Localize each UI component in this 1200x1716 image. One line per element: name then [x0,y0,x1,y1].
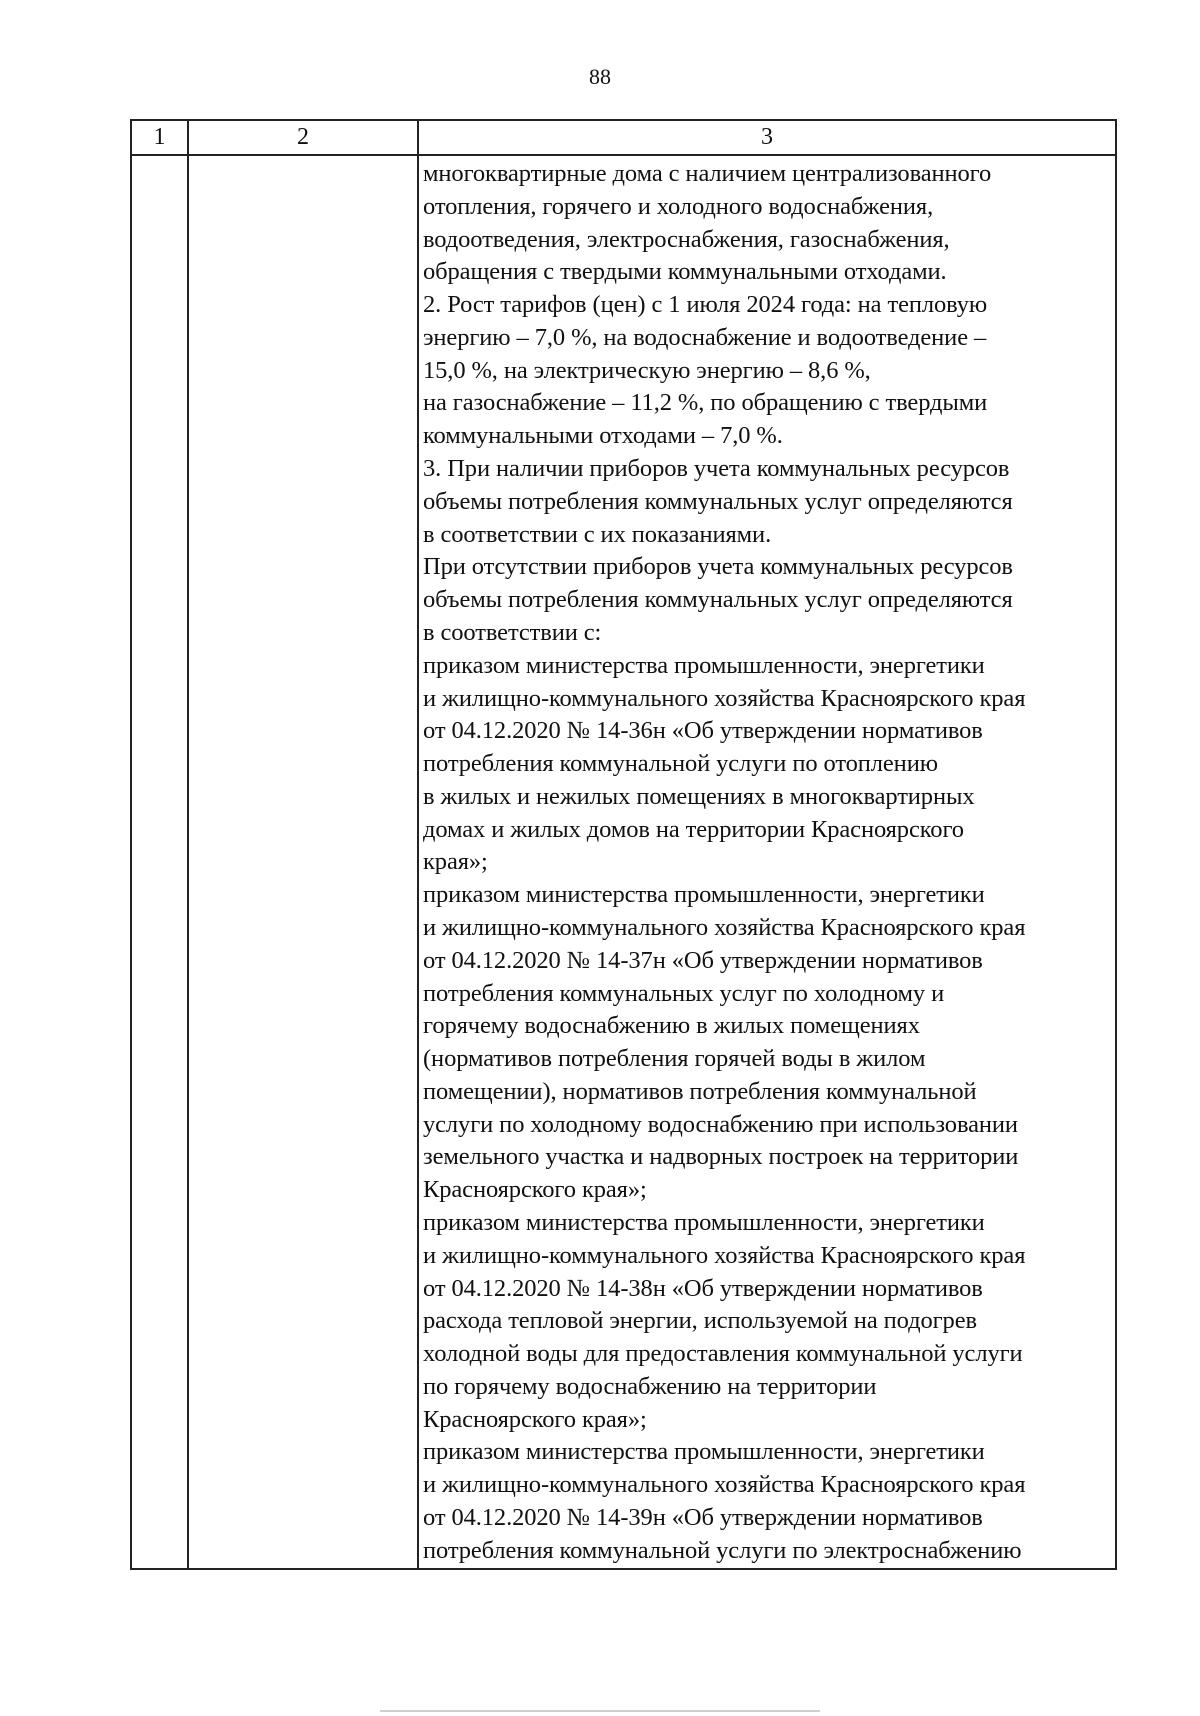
text-line: При отсутствии приборов учета коммунальных ресурсов [423,553,1013,581]
col3-text-block [423,158,1109,1568]
text-line: (нормативов потребления горячей воды в жилом [423,1045,926,1073]
table-cell-col2 [188,155,418,1569]
document-table [130,119,1117,1570]
text-line: в соответствии с их показаниями. [423,520,772,548]
text-line: 2. Рост тарифов (цен) с 1 июля 2024 года: на тепловую [423,291,988,319]
text-line: края»; [423,848,488,876]
text-line: приказом министерства промышленности, энергетики [423,1438,985,1466]
text-line: в жилых и нежилых помещениях в многоквартирных [423,782,975,810]
text-line: приказом министерства промышленности, энергетики [423,651,985,679]
text-line: и жилищно-коммунального хозяйства Красноярского края [423,913,1026,941]
text-line: домах и жилых домов на территории Красноярского [423,815,964,843]
text-line: и жилищно-коммунального хозяйства Красноярского края [423,684,1026,712]
text-line: приказом министерства промышленности, энергетики [423,1209,985,1236]
column-header-3: 3 [418,120,1116,155]
column-header-1: 1 [131,120,188,155]
table-row [131,155,1116,1569]
text-line: 15,0 %, на электрическую энергию – 8,6 %, [423,356,871,384]
text-line: и жилищно-коммунального хозяйства Красноярского края [423,1471,1026,1499]
text-line: горячему водоснабжению в жилых помещениях [423,1012,920,1040]
text-line: водоотведения, электроснабжения, газоснабжения, [423,225,950,253]
text-line: от 04.12.2020 № 14-38н «Об утверждении нормативов [423,1274,983,1302]
text-line: в соответствии с: [423,618,602,646]
text-line: холодной воды для предоставления коммунальной услуги [423,1340,1023,1368]
text-line: потребления коммунальных услуг по холодному и [423,979,945,1007]
text-line: услуги по холодному водоснабжению при использовании [423,1110,1018,1138]
text-line: обращения с твердыми коммунальными отходами. [423,258,947,286]
text-line: потребления коммунальной услуги по электроснабжению [423,1536,1022,1564]
text-line: приказом министерства промышленности, энергетики [423,881,985,909]
text-line: 3. При наличии приборов учета коммунальных ресурсов [423,455,1010,483]
text-line: объемы потребления коммунальных услуг определяются [423,586,1013,614]
text-line: и жилищно-коммунального хозяйства Красноярского края [423,1241,1026,1269]
text-line: от 04.12.2020 № 14-39н «Об утверждении нормативов [423,1504,983,1532]
text-line: от 04.12.2020 № 14-37н «Об утверждении нормативов [423,946,983,974]
page-number: 88 [589,64,611,89]
text-line: отопления, горячего и холодного водоснабжения, [423,192,934,220]
table-cell-col1 [131,155,188,1569]
text-line: Красноярского края»; [423,1405,647,1433]
text-line: Красноярского края»; [423,1176,647,1204]
text-line: коммунальными отходами – 7,0 %. [423,422,783,450]
table-cell-col3 [418,155,1116,1569]
table-header-row [131,120,1116,155]
text-line: многоквартирные дома с наличием централизованного [423,160,992,187]
text-line: объемы потребления коммунальных услуг определяются [423,487,1013,515]
text-line: по горячему водоснабжению на территории [423,1372,877,1400]
text-line: расхода тепловой энергии, используемой на подогрев [423,1307,977,1335]
text-line: земельного участка и надворных построек на территории [423,1143,1019,1171]
text-line: на газоснабжение – 11,2 %, по обращению с твердыми [423,389,988,417]
column-header-2: 2 [188,120,418,155]
text-line: помещении), нормативов потребления коммунальной [423,1077,977,1105]
text-line: потребления коммунальной услуги по отоплению [423,750,938,778]
scan-footer-line [380,1710,820,1712]
text-line: от 04.12.2020 № 14-36н «Об утверждении нормативов [423,717,983,745]
text-line: энергию – 7,0 %, на водоснабжение и водоотведение – [423,323,987,351]
